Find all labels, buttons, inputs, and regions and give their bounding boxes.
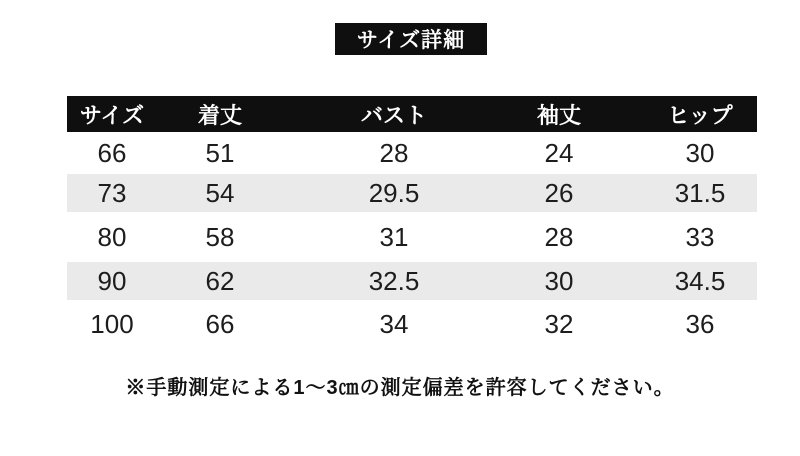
header-cell-sleeve: 袖丈: [536, 102, 581, 128]
header-cell-bust: バスト: [360, 102, 427, 128]
header-cell-hip: ヒップ: [667, 102, 733, 128]
size-table: [67, 96, 757, 348]
cell-sleeve: 24: [544, 137, 574, 168]
cell-bust: 29.5: [368, 177, 420, 208]
cell-length: 66: [205, 308, 235, 339]
cell-hip: 34.5: [674, 265, 726, 296]
cell-sleeve: 32: [544, 308, 574, 339]
table-row-66: [67, 132, 757, 174]
cell-size: 80: [97, 221, 127, 252]
cell-size: 90: [97, 265, 127, 296]
header-cell-length: 着丈: [197, 102, 242, 128]
cell-sleeve: 28: [544, 221, 574, 252]
cell-bust: 28: [379, 137, 409, 168]
cell-size: 73: [97, 177, 127, 208]
measurement-tolerance-note-text: ※手動測定による1～3㎝の測定偏差を許容してください。: [125, 377, 675, 399]
cell-length: 62: [205, 265, 235, 296]
cell-hip: 30: [685, 137, 715, 168]
cell-hip: 33: [685, 221, 715, 252]
table-row-100: [67, 300, 757, 348]
cell-hip: 36: [685, 308, 715, 339]
table-header-row: [67, 96, 757, 132]
cell-length: 54: [205, 177, 235, 208]
page-title: サイズ詳細: [356, 29, 466, 52]
cell-bust: 31: [379, 221, 409, 252]
table-row-80: [67, 212, 757, 262]
header-cell-size: サイズ: [79, 102, 145, 128]
cell-length: 51: [205, 137, 235, 168]
table-row-90: [67, 262, 757, 300]
cell-sleeve: 26: [544, 177, 574, 208]
cell-size: 66: [97, 137, 127, 168]
cell-sleeve: 30: [544, 265, 574, 296]
measurement-tolerance-note: [0, 371, 800, 400]
cell-size: 100: [90, 308, 134, 339]
cell-bust: 34: [379, 308, 409, 339]
cell-length: 58: [205, 221, 235, 252]
table-row-73: [67, 174, 757, 212]
page-title-badge: [335, 23, 487, 55]
cell-bust: 32.5: [368, 265, 420, 296]
cell-hip: 31.5: [674, 177, 726, 208]
